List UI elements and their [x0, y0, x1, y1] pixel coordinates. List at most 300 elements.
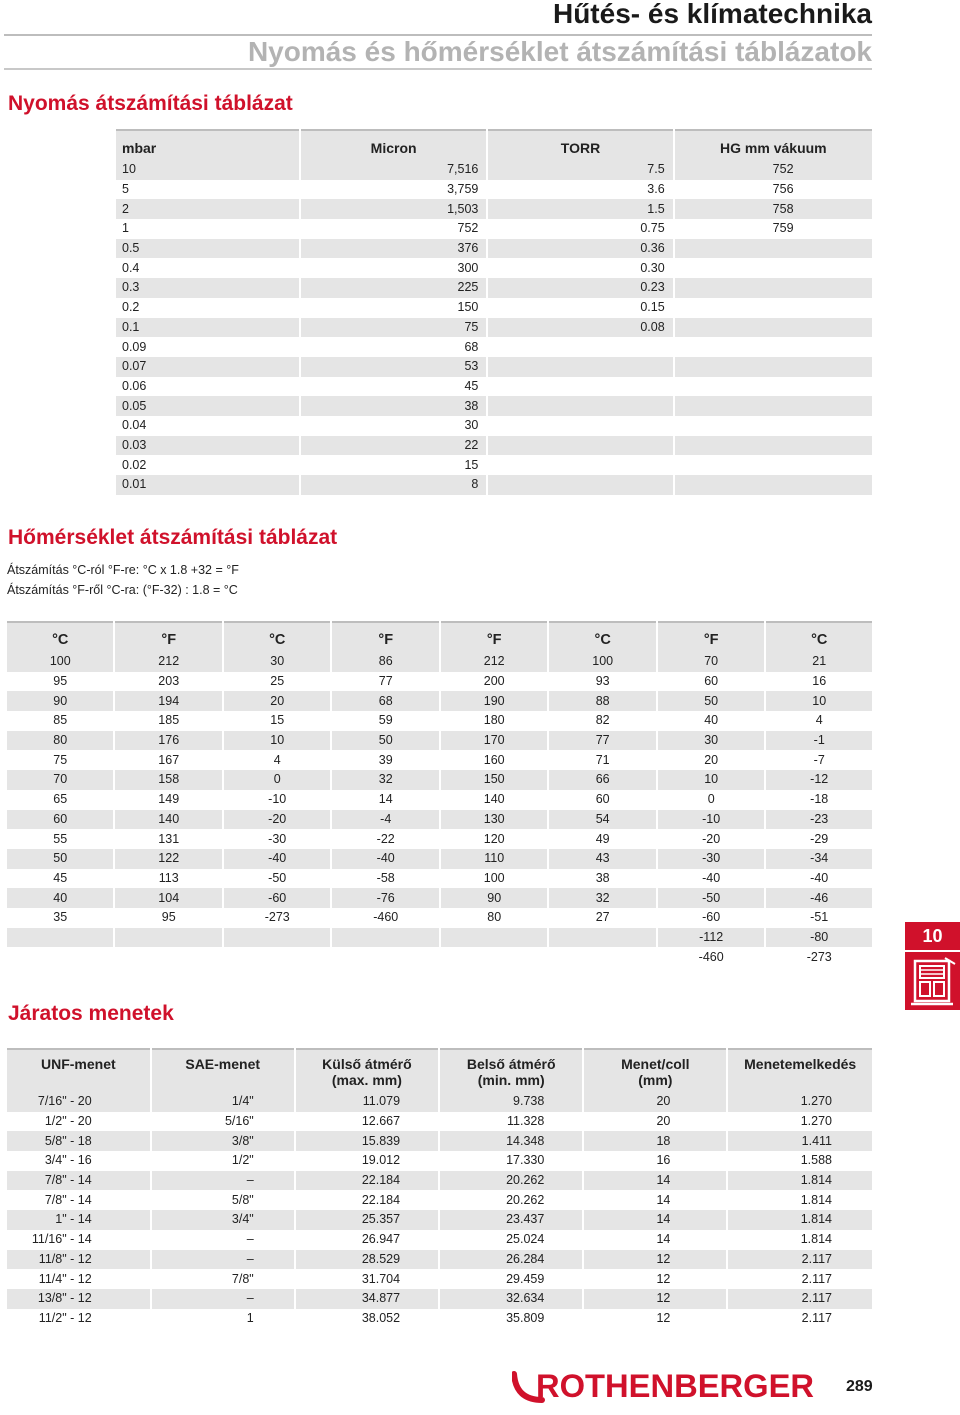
- temperature-col-header: °F: [332, 621, 439, 652]
- table-cell: -23: [766, 810, 872, 830]
- table-cell: [332, 947, 439, 967]
- table-cell: 100: [7, 652, 113, 672]
- brand-text: ROTHENBERGER: [536, 1368, 814, 1404]
- table-cell: 12: [656, 1271, 671, 1286]
- table-row: [116, 318, 872, 338]
- threads-col-header: [440, 1048, 582, 1092]
- pressure-col-torr: TORR: [488, 129, 672, 160]
- table-cell: 38: [301, 396, 487, 416]
- table-row: [116, 436, 872, 456]
- table-row: [116, 258, 872, 278]
- table-row: [7, 1151, 872, 1171]
- table-cell: 45: [464, 378, 479, 393]
- table-cell: 0.75: [640, 221, 665, 236]
- temperature-heading: Hőmérséklet átszámítási táblázat: [8, 526, 338, 549]
- table-cell: 212: [115, 652, 221, 672]
- table-cell: 1/2": [231, 1153, 254, 1168]
- table-cell: 1/4": [152, 1092, 294, 1112]
- table-cell: 28.529: [296, 1250, 438, 1270]
- table-cell: 0.09: [122, 339, 147, 354]
- table-cell: 0.02: [122, 457, 147, 472]
- table-cell: [488, 357, 672, 377]
- table-row: [116, 278, 872, 298]
- table-cell: 180: [483, 713, 505, 728]
- threads-table: [5, 1048, 874, 1328]
- table-cell: 13/8" - 12: [7, 1289, 150, 1309]
- table-cell: [224, 928, 331, 948]
- table-cell: [675, 377, 872, 397]
- table-cell: 10: [658, 770, 765, 790]
- table-cell: 8: [301, 475, 487, 495]
- table-cell: 7/8": [231, 1271, 254, 1286]
- table-cell: 0.08: [488, 318, 672, 338]
- table-cell: -112: [658, 928, 765, 948]
- table-cell: 7/16" - 20: [7, 1092, 150, 1112]
- table-cell: 11/2" - 12: [38, 1310, 92, 1325]
- table-cell: 2.117: [801, 1310, 832, 1325]
- table-cell: 1/2" - 20: [44, 1114, 92, 1129]
- temperature-col-header: °F: [115, 621, 221, 652]
- table-cell: 7/8" - 14: [7, 1171, 150, 1191]
- table-cell: 5/8": [231, 1192, 254, 1207]
- table-cell: 54: [549, 810, 655, 830]
- table-cell: 0.07: [116, 357, 299, 377]
- table-cell: 14: [656, 1192, 671, 1207]
- table-row: [7, 1309, 872, 1329]
- table-cell: [332, 928, 439, 948]
- table-row: [7, 810, 872, 830]
- table-cell: 3.6: [647, 182, 665, 197]
- table-cell: 60: [7, 810, 113, 830]
- table-cell: 10: [116, 160, 299, 180]
- table-cell: -22: [376, 831, 395, 846]
- table-cell: 20: [704, 752, 719, 767]
- table-cell: 82: [595, 713, 610, 728]
- table-cell: 30: [464, 418, 479, 433]
- table-cell: 0.04: [122, 418, 147, 433]
- table-cell: 176: [115, 731, 221, 751]
- table-cell: 160: [483, 752, 505, 767]
- table-cell: 0.03: [116, 436, 299, 456]
- table-cell: 0.15: [640, 300, 665, 315]
- table-cell: 7.5: [488, 160, 672, 180]
- table-cell: 14: [584, 1171, 726, 1191]
- table-cell: –: [246, 1232, 254, 1247]
- table-cell: 1.270: [800, 1114, 832, 1129]
- table-cell: 756: [772, 182, 794, 197]
- table-cell: 25.357: [296, 1210, 438, 1230]
- table-cell: 14: [584, 1210, 726, 1230]
- table-cell: 100: [549, 652, 655, 672]
- table-cell: 0.1: [116, 318, 299, 338]
- table-cell: 55: [53, 831, 68, 846]
- table-cell: –: [152, 1289, 294, 1309]
- table-cell: -30: [268, 831, 287, 846]
- table-cell: 0.30: [640, 260, 665, 275]
- table-cell: 1.411: [728, 1131, 872, 1151]
- table-cell: 34.877: [296, 1289, 438, 1309]
- table-cell: [115, 928, 221, 948]
- table-cell: 59: [378, 713, 393, 728]
- table-cell: 752: [675, 160, 872, 180]
- table-cell: 225: [301, 278, 487, 298]
- table-cell: [549, 947, 655, 967]
- table-cell: 23.437: [440, 1210, 582, 1230]
- table-cell: [488, 377, 672, 397]
- table-cell: 12: [584, 1289, 726, 1309]
- table-cell: 49: [595, 831, 610, 846]
- page-title: Hűtés- és klímatechnika: [552, 0, 872, 29]
- table-cell: 22.184: [361, 1192, 401, 1207]
- table-cell: 77: [549, 731, 655, 751]
- table-row: [7, 750, 872, 770]
- table-cell: -4: [332, 810, 439, 830]
- table-cell: [675, 239, 872, 259]
- table-cell: 3/4" - 16: [44, 1153, 92, 1168]
- table-cell: 203: [158, 674, 180, 689]
- page-subtitle: Nyomás és hőmérséklet átszámítási táblázatok: [247, 36, 872, 67]
- table-cell: 0.4: [122, 260, 140, 275]
- table-cell: 20: [584, 1092, 726, 1112]
- table-cell: 90: [441, 888, 547, 908]
- table-cell: 158: [115, 770, 221, 790]
- table-cell: 2.117: [801, 1271, 832, 1286]
- table-cell: -58: [376, 870, 395, 885]
- table-cell: 38.052: [361, 1310, 401, 1325]
- table-cell: 0.05: [116, 396, 299, 416]
- table-cell: 7,516: [301, 160, 487, 180]
- table-cell: -40: [332, 849, 439, 869]
- table-cell: 60: [704, 674, 719, 689]
- table-cell: 26.284: [440, 1250, 582, 1270]
- table-cell: 21: [766, 652, 872, 672]
- pressure-col-micron: Micron: [301, 129, 487, 160]
- table-cell: [675, 436, 872, 456]
- threads-col-header: [296, 1048, 438, 1092]
- header-line: (mm): [638, 1072, 673, 1088]
- table-cell: 170: [441, 731, 547, 751]
- header-line: Menet/coll: [621, 1056, 690, 1072]
- table-cell: 20.262: [506, 1192, 545, 1207]
- table-cell: 43: [549, 849, 655, 869]
- temperature-col-header: °C: [549, 621, 655, 652]
- table-cell: 32.634: [440, 1289, 582, 1309]
- table-cell: [7, 928, 113, 948]
- table-cell: 1.814: [800, 1192, 832, 1207]
- threads-col-header: [728, 1048, 872, 1092]
- table-cell: -76: [332, 888, 439, 908]
- table-cell: 26.947: [361, 1232, 401, 1247]
- table-cell: 3/8": [152, 1131, 294, 1151]
- table-row: [116, 160, 872, 180]
- table-cell: 759: [772, 221, 794, 236]
- table-row: [7, 652, 872, 672]
- table-row: [7, 1289, 872, 1309]
- table-row: [7, 829, 872, 849]
- table-row: [116, 199, 872, 219]
- table-cell: 376: [301, 239, 487, 259]
- table-row: [7, 1210, 872, 1230]
- table-cell: 194: [115, 691, 221, 711]
- table-cell: -18: [810, 792, 829, 807]
- threads-col-header: [584, 1048, 726, 1092]
- table-row: [7, 1230, 872, 1250]
- table-cell: 32: [549, 888, 655, 908]
- table-cell: -34: [766, 849, 872, 869]
- table-cell: 29.459: [506, 1271, 545, 1286]
- table-row: [116, 455, 872, 475]
- table-cell: 2.117: [728, 1289, 872, 1309]
- table-row: [7, 1190, 872, 1210]
- table-cell: –: [152, 1171, 294, 1191]
- table-cell: [675, 396, 872, 416]
- header-line: Menetemelkedés: [744, 1056, 857, 1072]
- table-cell: 150: [441, 770, 547, 790]
- table-cell: -40: [810, 870, 829, 885]
- table-cell: 11.079: [296, 1092, 438, 1112]
- table-cell: 122: [115, 849, 221, 869]
- table-cell: 77: [378, 674, 393, 689]
- table-cell: 212: [441, 652, 547, 672]
- table-cell: [675, 455, 872, 475]
- table-row: [116, 239, 872, 259]
- table-cell: 14.348: [440, 1131, 582, 1151]
- table-cell: 0: [707, 792, 715, 807]
- table-cell: 167: [158, 752, 180, 767]
- table-cell: [675, 357, 872, 377]
- table-cell: 149: [158, 792, 180, 807]
- table-cell: 80: [7, 731, 113, 751]
- table-row: [7, 691, 872, 711]
- table-row: [7, 869, 872, 889]
- table-cell: 68: [332, 691, 439, 711]
- temperature-col-header: °C: [7, 621, 113, 652]
- table-cell: -10: [658, 810, 765, 830]
- table-cell: 12: [584, 1250, 726, 1270]
- table-cell: 86: [332, 652, 439, 672]
- header-line: SAE-menet: [185, 1056, 261, 1072]
- table-cell: -273: [264, 910, 290, 925]
- table-cell: 20: [224, 691, 331, 711]
- table-cell: [488, 436, 672, 456]
- table-cell: 95: [53, 674, 68, 689]
- table-cell: 1: [122, 221, 129, 236]
- table-cell: 20: [656, 1114, 671, 1129]
- table-cell: 10: [766, 691, 872, 711]
- table-cell: 15: [270, 713, 285, 728]
- table-cell: 38: [595, 870, 610, 885]
- table-cell: -40: [224, 849, 331, 869]
- table-cell: 39: [378, 752, 393, 767]
- table-row: [7, 770, 872, 790]
- table-row: [7, 790, 872, 810]
- table-cell: 1.814: [800, 1232, 832, 1247]
- table-cell: 65: [53, 792, 68, 807]
- table-cell: -12: [766, 770, 872, 790]
- table-row: [116, 377, 872, 397]
- header-line: (min. mm): [477, 1072, 545, 1088]
- table-cell: 75: [53, 752, 68, 767]
- table-cell: 11/16" - 14: [31, 1232, 92, 1247]
- table-cell: 7/8" - 14: [44, 1192, 92, 1207]
- table-cell: 75: [301, 318, 487, 338]
- table-cell: -60: [702, 910, 721, 925]
- table-cell: -10: [268, 792, 287, 807]
- table-cell: 50: [332, 731, 439, 751]
- table-cell: 80: [487, 910, 502, 925]
- header-line: Belső átmérő: [466, 1056, 556, 1072]
- table-cell: 10: [224, 731, 331, 751]
- table-cell: 20.262: [440, 1171, 582, 1191]
- table-row: [7, 947, 872, 967]
- table-cell: 758: [675, 199, 872, 219]
- table-cell: 40: [7, 888, 113, 908]
- table-cell: -1: [766, 731, 872, 751]
- table-cell: -50: [658, 888, 765, 908]
- table-row: [116, 416, 872, 436]
- table-cell: 25.024: [506, 1232, 545, 1247]
- table-cell: 60: [595, 792, 610, 807]
- table-cell: 2.117: [728, 1250, 872, 1270]
- table-cell: [7, 947, 113, 967]
- table-row: [7, 928, 872, 948]
- table-cell: 27: [595, 910, 610, 925]
- table-cell: -60: [224, 888, 331, 908]
- table-cell: 12: [656, 1310, 671, 1325]
- table-cell: 1.5: [488, 199, 672, 219]
- table-cell: 5/8" - 18: [7, 1131, 150, 1151]
- table-cell: -50: [268, 870, 287, 885]
- table-cell: -460: [373, 910, 399, 925]
- table-row: [7, 888, 872, 908]
- table-cell: 5: [122, 182, 129, 197]
- table-cell: -20: [702, 831, 721, 846]
- table-cell: 120: [483, 831, 505, 846]
- table-cell: 35: [53, 910, 68, 925]
- table-cell: 200: [483, 674, 505, 689]
- threads-col-header: [152, 1048, 294, 1092]
- table-cell: 1.270: [728, 1092, 872, 1112]
- table-cell: 40: [704, 713, 719, 728]
- table-cell: 17.330: [506, 1153, 545, 1168]
- table-cell: [675, 298, 872, 318]
- table-cell: 2: [116, 199, 299, 219]
- table-cell: 16: [812, 674, 827, 689]
- table-cell: 752: [457, 221, 479, 236]
- table-cell: 185: [158, 713, 180, 728]
- table-row: [116, 219, 872, 239]
- table-cell: 68: [464, 339, 479, 354]
- cooling-unit-icon: [905, 952, 960, 1010]
- temperature-col-header: °C: [766, 621, 872, 652]
- table-cell: [441, 928, 547, 948]
- table-cell: 3,759: [447, 182, 479, 197]
- table-cell: 150: [457, 300, 479, 315]
- table-cell: 66: [549, 770, 655, 790]
- table-row: [7, 711, 872, 731]
- table-cell: 88: [549, 691, 655, 711]
- table-row: [7, 1112, 872, 1132]
- table-cell: 85: [53, 713, 68, 728]
- table-cell: 3/4": [152, 1210, 294, 1230]
- table-cell: 110: [441, 849, 547, 869]
- table-cell: -40: [702, 870, 721, 885]
- table-cell: 14: [378, 792, 393, 807]
- conversion-f-to-c: Átszámítás °F-ről °C-ra: (°F-32) : 1.8 = °C: [7, 583, 238, 597]
- pressure-heading: Nyomás átszámítási táblázat: [8, 92, 293, 115]
- table-row: [7, 672, 872, 692]
- table-cell: 15.839: [296, 1131, 438, 1151]
- table-cell: [549, 928, 655, 948]
- table-cell: -29: [810, 831, 829, 846]
- table-cell: 100: [483, 870, 505, 885]
- table-cell: 18: [584, 1131, 726, 1151]
- table-cell: 11.328: [507, 1114, 545, 1129]
- table-cell: -80: [766, 928, 872, 948]
- temperature-col-header: °F: [441, 621, 547, 652]
- table-cell: 31.704: [361, 1271, 401, 1286]
- table-cell: -460: [698, 949, 724, 964]
- table-cell: [115, 947, 221, 967]
- table-row: [116, 337, 872, 357]
- table-row: [116, 396, 872, 416]
- table-row: [7, 1131, 872, 1151]
- pressure-col-mbar: mbar: [116, 129, 299, 160]
- table-cell: 22.184: [296, 1171, 438, 1191]
- table-cell: 0.5: [116, 239, 299, 259]
- table-cell: [488, 455, 672, 475]
- table-cell: 190: [441, 691, 547, 711]
- table-cell: 140: [115, 810, 221, 830]
- chapter-tab: 10: [905, 922, 960, 950]
- table-cell: 93: [595, 674, 610, 689]
- table-cell: [488, 416, 672, 436]
- threads-heading: Járatos menetek: [8, 1002, 174, 1025]
- temperature-col-header: °F: [658, 621, 765, 652]
- table-cell: 11/8" - 12: [7, 1250, 150, 1270]
- table-cell: 14: [656, 1232, 671, 1247]
- table-cell: 53: [301, 357, 487, 377]
- table-cell: 50: [7, 849, 113, 869]
- table-cell: 4: [273, 752, 281, 767]
- table-cell: -20: [224, 810, 331, 830]
- table-cell: 0: [224, 770, 331, 790]
- table-cell: 11/4" - 12: [38, 1271, 92, 1286]
- table-cell: 25: [270, 674, 285, 689]
- table-cell: 16: [656, 1153, 671, 1168]
- threads-col-header: [7, 1048, 150, 1092]
- table-cell: [675, 475, 872, 495]
- table-cell: 131: [158, 831, 180, 846]
- table-row: [116, 298, 872, 318]
- table-row: [116, 180, 872, 200]
- table-cell: 113: [158, 870, 179, 885]
- pressure-table: [114, 129, 874, 495]
- table-cell: [224, 947, 331, 967]
- table-cell: 32: [332, 770, 439, 790]
- temperature-table: [5, 621, 874, 967]
- table-cell: 0.01: [116, 475, 299, 495]
- table-cell: 1" - 14: [7, 1210, 150, 1230]
- table-cell: 0.2: [122, 300, 140, 315]
- rothenberger-logo: [512, 1366, 818, 1404]
- table-cell: 1.814: [728, 1210, 872, 1230]
- table-cell: 22: [301, 436, 487, 456]
- table-cell: -46: [766, 888, 872, 908]
- table-cell: [675, 318, 872, 338]
- table-cell: 0.06: [122, 378, 147, 393]
- table-cell: 0.23: [488, 278, 672, 298]
